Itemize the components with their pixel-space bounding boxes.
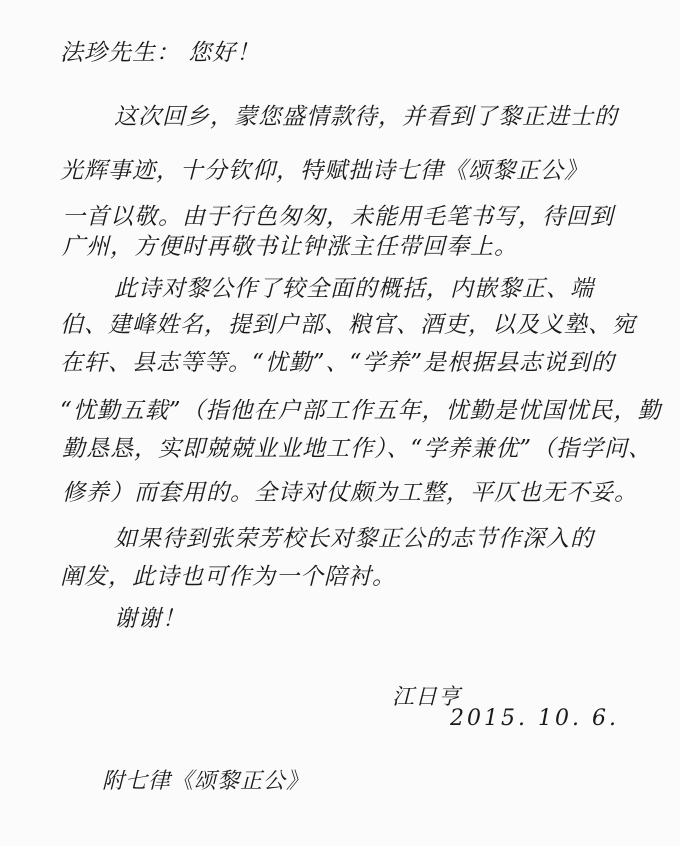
paragraph-1-line-3: 一首以敬。由于行色匆匆，未能用毛笔书写，待回到 <box>62 204 614 230</box>
paragraph-1-line-4: 广州，方便时再敬书让钟涨主任带回奉上。 <box>62 234 518 260</box>
salutation: 法珍先生： 您好！ <box>60 40 261 66</box>
paragraph-2-line-1: 此诗对黎公作了较全面的概括，内嵌黎正、端 <box>114 276 594 302</box>
paragraph-2-line-4: “忧勤五载”（指他在户部工作五年，忧勤是忧国忧民，勤 <box>60 398 662 424</box>
paragraph-1-line-2: 光辉事迹，十分钦仰，特赋拙诗七律《颂黎正公》 <box>60 158 588 184</box>
paragraph-2-line-2: 伯、建峰姓名，提到户部、粮官、酒吏，以及义塾、宛 <box>60 312 636 338</box>
letter-date: 2015. 10. 6. <box>450 706 619 731</box>
paragraph-2-line-3: 在轩、县志等等。“忧勤”、“学养”是根据县志说到的 <box>60 350 616 376</box>
paragraph-2-line-5: 勤恳恳，实即兢兢业业地工作）、“学养兼优”（指学问、 <box>62 436 653 462</box>
appendix-title: 附七律《颂黎正公》 <box>102 769 310 794</box>
paragraph-3-line-2: 阐发，此诗也可作为一个陪衬。 <box>60 564 396 590</box>
paragraph-1-line-1: 这次回乡，蒙您盛情款待，并看到了黎正进士的 <box>114 104 618 130</box>
signature: 江日亨 <box>392 685 462 710</box>
closing-thanks: 谢谢！ <box>114 606 186 632</box>
paragraph-3-line-1: 如果待到张荣芳校长对黎正公的志节作深入的 <box>114 526 594 552</box>
paragraph-2-line-6: 修养）而套用的。全诗对仗颇为工整，平仄也无不妥。 <box>62 480 638 506</box>
